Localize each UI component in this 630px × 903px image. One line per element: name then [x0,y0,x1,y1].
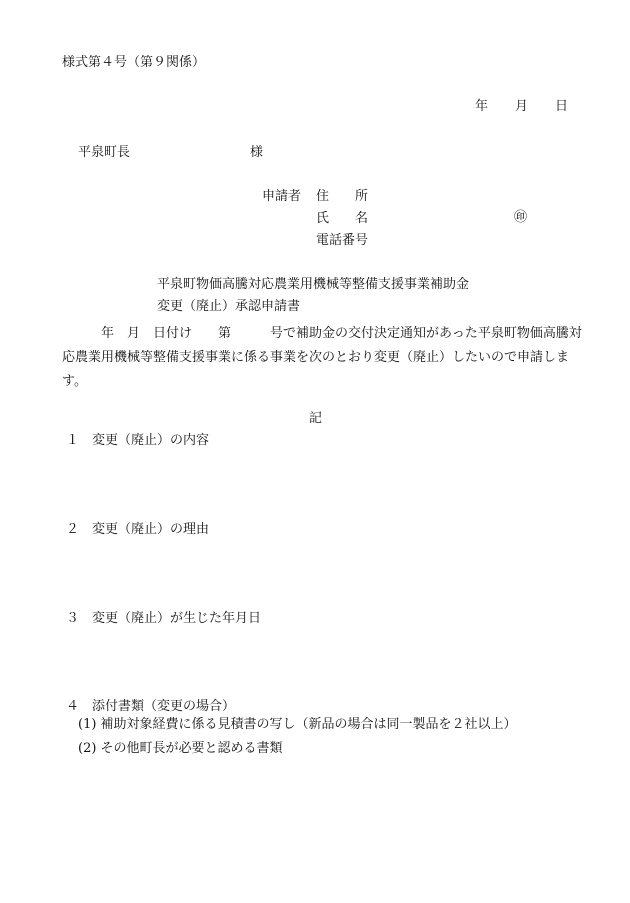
section-2-label: ２ 変更（廃止）の理由 [66,522,210,537]
form-number: 様式第４号（第９関係） [62,55,206,70]
section-4-label: ４ 添付書類（変更の場合） [66,699,236,714]
document-title-line2: 変更（廃止）承認申請書 [157,299,301,314]
applicant-label: 申請者 [262,189,302,204]
ki-heading: 記 [309,411,323,426]
body-paragraph [62,322,582,394]
applicant-address-label: 住 所 [316,189,369,204]
addressee-name: 平泉町長 [78,145,131,160]
body-text: 年 月 日付け 第 号で補助金の交付決定通知があった平泉町物価高騰対応農業用機械等整備支援事業に係る事業を次のとおり変更（廃止）したいので申請します。 [62,326,582,389]
applicant-phone-label: 電話番号 [316,233,369,248]
applicant-name-label: 氏 名 [316,211,369,226]
date-day-label: 日 [555,99,569,114]
attachment-item-1: (1) 補助対象経費に係る見積書の写し（新品の場合は同一製品を２社以上） [78,717,517,732]
date-year-label: 年 [475,99,489,114]
addressee-honorific: 様 [250,145,264,160]
seal-mark: ㊞ [514,210,528,225]
document-title-line1: 平泉町物価高騰対応農業用機械等整備支援事業補助金 [157,277,470,292]
section-3-label: ３ 変更（廃止）が生じた年月日 [66,611,262,626]
attachment-item-2: (2) その他町長が必要と認める書類 [78,741,283,756]
section-1-label: １ 変更（廃止）の内容 [66,433,210,448]
date-month-label: 月 [515,99,529,114]
